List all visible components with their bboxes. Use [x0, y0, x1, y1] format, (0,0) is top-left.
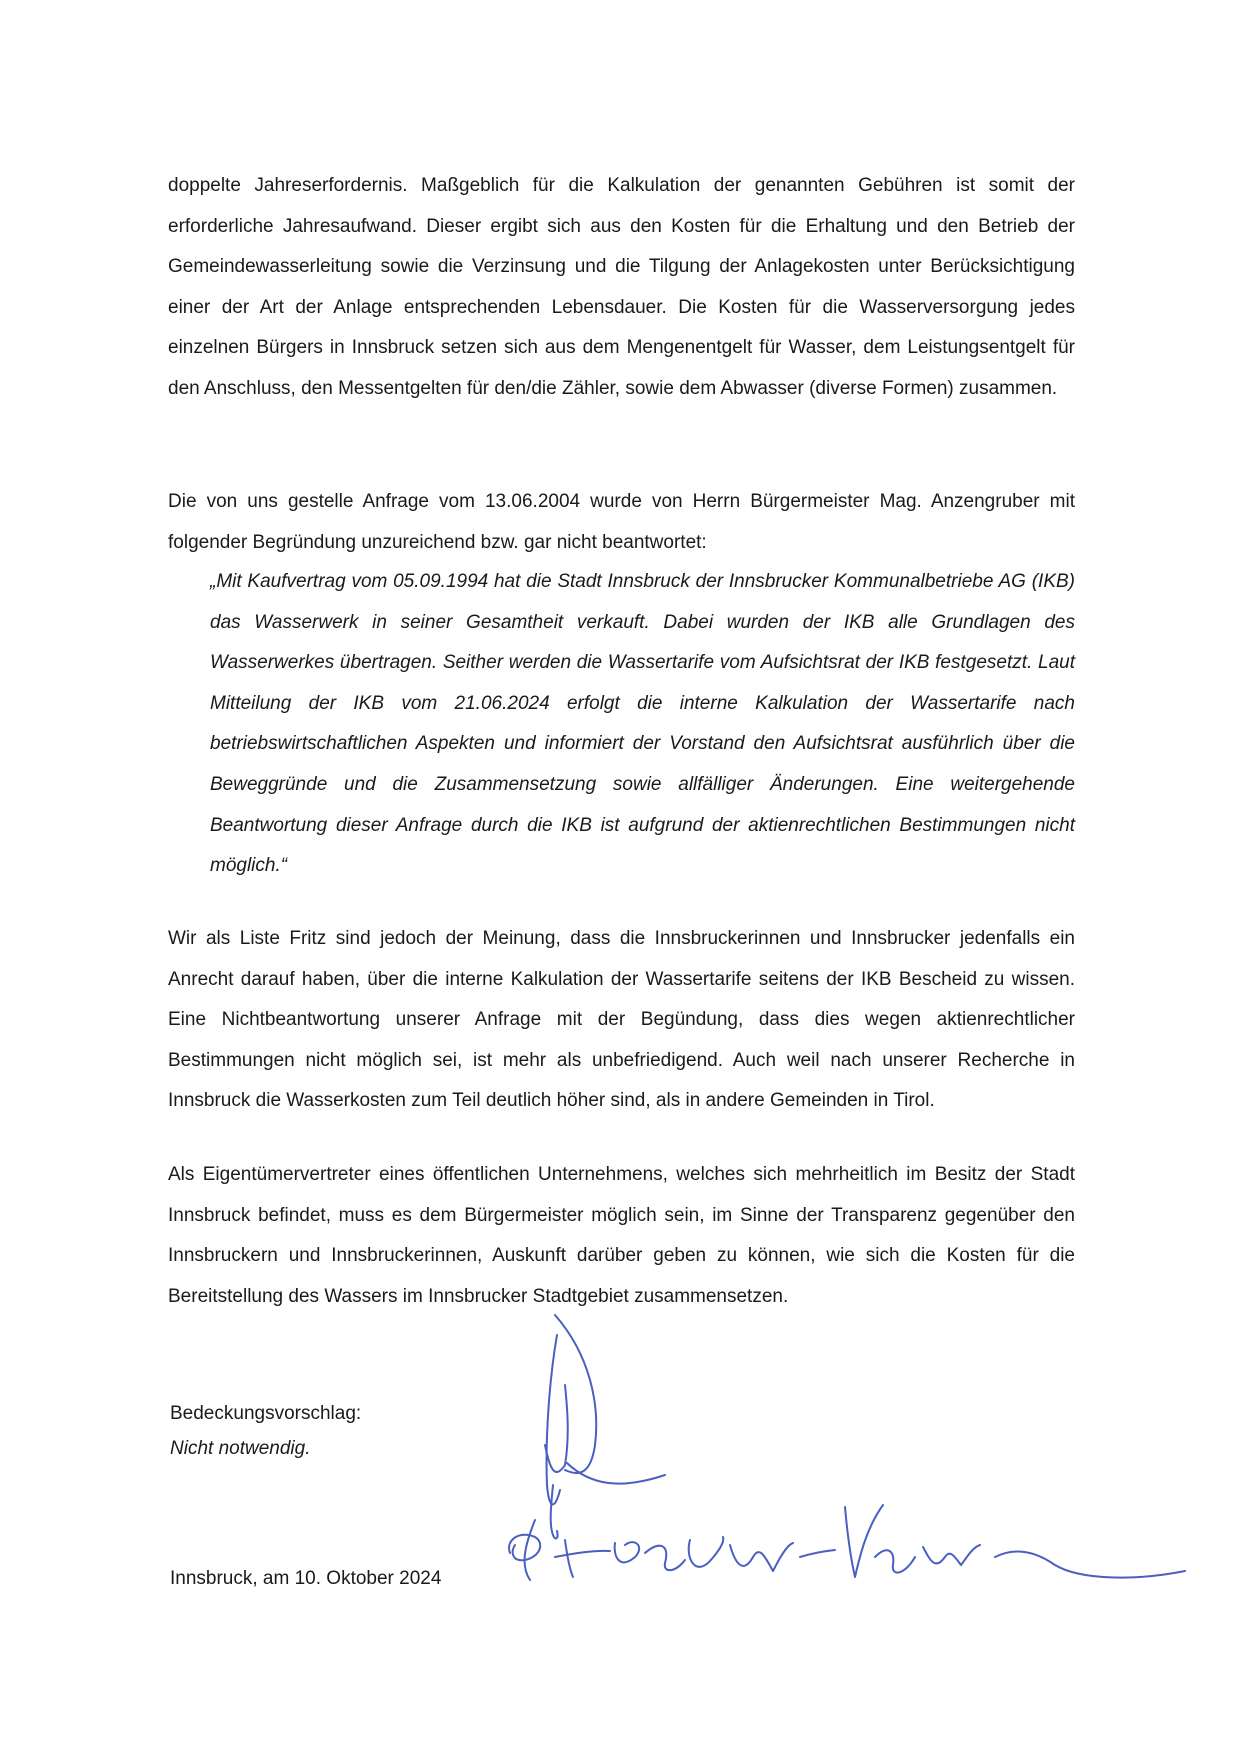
place-and-date: Innsbruck, am 10. Oktober 2024 [170, 1568, 442, 1589]
body-paragraph-2: Die von uns gestelle Anfrage vom 13.06.2004 wurde von Herrn Bürgermeister Mag. Anzengruber mit folgender Begründung unzureichend bzw. gar nicht beantwortet: [168, 491, 1075, 553]
cover-proposal-value: Nicht notwendig. [170, 1438, 311, 1459]
body-paragraph-4: Als Eigentümervertreter eines öffentlichen Unternehmens, welches sich mehrheitlich im Besitz der Stadt Innsbruck befindet, muss es dem Bürgermeister möglich sein, im Sinne der Transparenz gegenüber den Innsbruckern und Innsbruckerinnen, Auskunft darüber geben zu können, wie sich die Kosten für die Bereitstellung des Wassers im Innsbrucker Stadtgebiet zusammensetzen. [168, 1164, 1075, 1307]
body-paragraph-3: Wir als Liste Fritz sind jedoch der Meinung, dass die Innsbruckerinnen und Innsbrucker jedenfalls ein Anrecht darauf haben, über die interne Kalkulation der Wassertarife seitens der IKB Bescheid zu wissen. Eine Nichtbeantwortung unserer Anfrage mit der Begündung, dass dies wegen aktienrechtlicher Bestimmungen nicht möglich sei, ist mehr als unbefriedigend. Auch weil nach unserer Recherche in Innsbruck die Wasserkosten zum Teil deutlich höher sind, als in andere Gemeinden in Tirol. [168, 928, 1075, 1112]
cover-proposal-label: Bedeckungsvorschlag: [170, 1403, 362, 1424]
signatures-icon [495, 1295, 1195, 1595]
body-paragraph-1: doppelte Jahreserfordernis. Maßgeblich für die Kalkulation der genannten Gebühren ist somit der erforderliche Jahresaufwand. Dieser ergibt sich aus den Kosten für die Erhaltung und den Betrieb der Gemeindewasserleitung sowie die Verzinsung und die Tilgung der Anlagekosten unter Berücksichtigung einer der Art der Anlage entsprechenden Lebensdauer. Die Kosten für die Wasserversorgung jedes einzelnen Bürgers in Innsbruck setzen sich aus dem Mengenentgelt für Wasser, dem Leistungsentgelt für den Anschluss, den Messentgelten für den/die Zähler, sowie dem Abwasser (diverse Formen) zusammen. [168, 175, 1075, 399]
quoted-response: „Mit Kaufvertrag vom 05.09.1994 hat die Stadt Innsbruck der Innsbrucker Kommunalbetriebe AG (IKB) das Wasserwerk in seiner Gesamtheit verkauft. Dabei wurden der IKB alle Grundlagen des Wasserwerkes übertragen. Seither werden die Wassertarife vom Aufsichtsrat der IKB festgesetzt. Laut Mitteilung der IKB vom 21.06.2024 erfolgt die interne Kalkulation der Wassertarife nach betriebswirtschaftlichen Aspekten und informiert der Vorstand den Aufsichtsrat ausführlich über die Beweggründe und die Zusammensetzung sowie allfälliger Änderungen. Eine weitergehende Beantwortung dieser Anfrage durch die IKB ist aufgrund der aktienrechtlichen Bestimmungen nicht möglich.“ [210, 571, 1075, 877]
